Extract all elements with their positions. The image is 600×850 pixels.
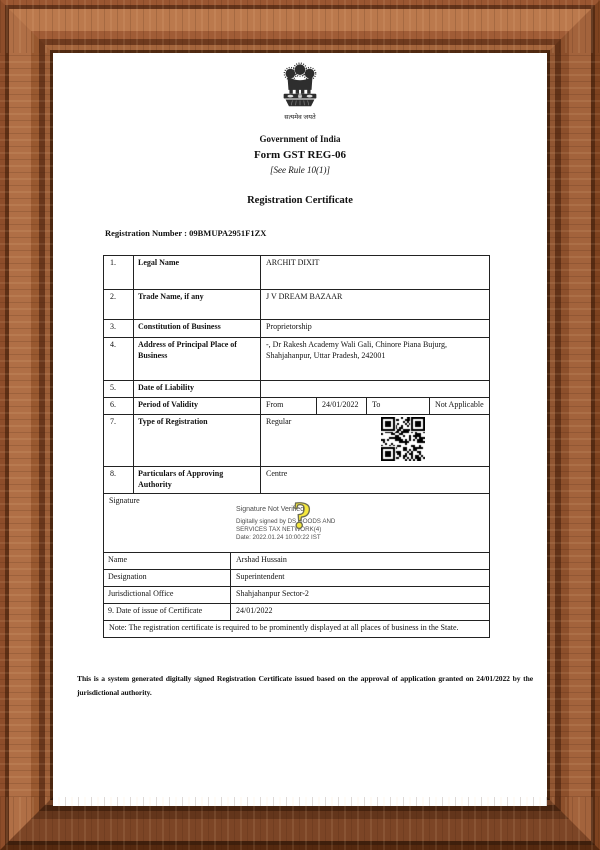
row-number: 5. <box>104 381 134 397</box>
form-title: Form GST REG-06 <box>253 149 347 161</box>
table-row-trade-name <box>104 289 489 319</box>
date-of-issue-label: 9. Date of issue of Certificate <box>104 604 231 620</box>
registration-type-value: Regular <box>266 417 292 426</box>
jurisdictional-office-label: Jurisdictional Office <box>104 587 231 603</box>
certificate-document <box>53 62 547 806</box>
signed-by-line1: Digitally signed by DS GOODS AND <box>236 518 336 526</box>
row-label: Legal Name <box>134 256 261 289</box>
emblem-motto: सत्यमेव जयते <box>284 114 316 121</box>
qr-code <box>381 417 425 461</box>
row-number: 6. <box>104 398 134 414</box>
validity-to-value: Not Applicable <box>429 398 491 414</box>
validity-from-label: From <box>266 400 284 409</box>
certificate-table <box>103 255 490 638</box>
table-row-officer-name <box>104 552 489 569</box>
government-title: Government of India <box>259 134 341 144</box>
row-value <box>261 381 489 397</box>
display-note: Note: The registration certificate is required to be prominently displayed at all places of business in the State. <box>109 622 459 632</box>
table-row-constitution <box>104 319 489 337</box>
row-label: Period of Validity <box>134 398 261 414</box>
rule-reference: [See Rule 10(1)] <box>270 165 330 175</box>
row-label: Particulars of Approving Authority <box>134 467 261 493</box>
designation-label: Designation <box>104 570 231 586</box>
question-mark-icon: ? <box>289 493 314 538</box>
table-row-type-of-registration <box>104 414 489 466</box>
date-of-issue-value: 24/01/2022 <box>236 605 273 615</box>
validity-cells <box>261 398 491 414</box>
officer-name-label: Name <box>104 553 231 569</box>
system-generated-note: This is a system generated digitally signed Registration Certificate issued based on the approval of application granted on 24/01/2022 by the jurisdictional authority. <box>77 673 533 698</box>
row-value: J V DREAM BAZAAR <box>266 292 343 301</box>
row-label: Constitution of Business <box>134 320 261 337</box>
table-row-date-of-liability <box>104 380 489 397</box>
row-label: Trade Name, if any <box>134 290 261 319</box>
validity-from-value: 24/01/2022 <box>316 398 366 414</box>
table-row-legal-name <box>104 256 489 289</box>
row-number: 8. <box>104 467 134 493</box>
row-value: -, Dr Rakesh Academy Wali Gali, Chinore Piana Bujurg, Shahjahanpur, Uttar Pradesh, 242001 <box>266 340 448 360</box>
row-value: Proprietorship <box>266 322 312 331</box>
table-row-approving-authority <box>104 466 489 493</box>
table-row-date-of-issue <box>104 603 489 620</box>
signature-label: Signature <box>109 495 140 505</box>
jurisdictional-office-value: Shahjahanpur Sector-2 <box>236 588 309 598</box>
india-emblem-icon <box>274 62 326 112</box>
table-row-jurisdictional-office <box>104 586 489 603</box>
row-value <box>261 415 489 466</box>
row-label: Address of Principal Place of Business <box>134 338 261 380</box>
row-number: 4. <box>104 338 134 380</box>
certificate-title: Registration Certificate <box>247 195 353 206</box>
row-value: ARCHIT DIXIT <box>266 258 320 267</box>
table-row-address <box>104 337 489 380</box>
row-number: 1. <box>104 256 134 289</box>
signature-date: Date: 2022.01.24 10:00:22 IST <box>236 534 321 542</box>
table-row-period-of-validity <box>104 397 489 414</box>
officer-name-value: Arshad Hussain <box>236 554 287 564</box>
table-row-designation <box>104 569 489 586</box>
row-number: 7. <box>104 415 134 466</box>
signature-row <box>104 493 489 552</box>
row-label: Type of Registration <box>134 415 261 466</box>
row-label: Date of Liability <box>134 381 261 397</box>
table-row-note <box>104 620 489 637</box>
signed-by-line2: SERVICES TAX NETWORK(4) <box>236 526 322 534</box>
row-number: 2. <box>104 290 134 319</box>
digital-signature-block <box>236 505 335 543</box>
row-number: 3. <box>104 320 134 337</box>
signature-status: Signature Not Verified <box>236 505 305 513</box>
validity-to-label: To <box>366 398 429 414</box>
row-value: Centre <box>266 469 288 478</box>
designation-value: Superintendent <box>236 571 285 581</box>
registration-number: Registration Number : 09BMUPA2951F1ZX <box>105 228 267 238</box>
